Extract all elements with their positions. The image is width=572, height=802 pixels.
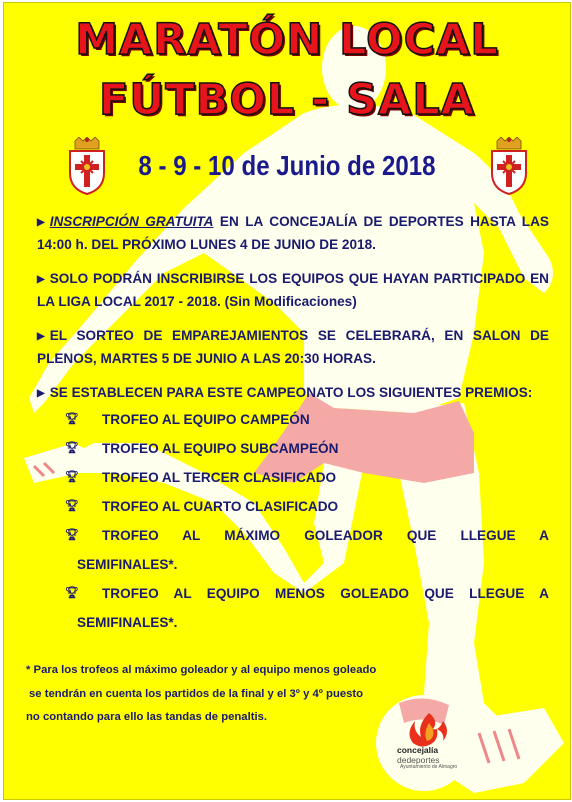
title-line-2: FÚTBOL - SALA xyxy=(98,75,476,125)
paragraph-draw xyxy=(37,325,549,370)
eligibility-text: SOLO PODRÁN INSCRIBIRSE LOS EQUIPOS QUE HAYAN PARTICIPADO EN LA LIGA LOCAL 2017 - 2018. (Sin Modificaciones) xyxy=(37,271,549,309)
prize-item xyxy=(37,521,549,579)
triangle-right-icon: ▶ xyxy=(37,217,45,228)
logo-subtext: Ayuntamiento de Almagro xyxy=(400,764,458,770)
footnote-line: se tendrán en cuenta los partidos de la final y el 3º y 4º puesto xyxy=(29,687,364,700)
trophy-icon: 🏆︎ xyxy=(65,500,79,512)
trophy-icon: 🏆︎ xyxy=(65,442,79,454)
prize-text: TROFEO AL CUARTO CLASIFICADO xyxy=(102,499,339,514)
triangle-right-icon: ▶ xyxy=(37,331,45,342)
prize-text-continued: SEMIFINALES*. xyxy=(77,557,178,572)
prize-text-continued: SEMIFINALES*. xyxy=(77,615,178,630)
footnote xyxy=(26,659,446,730)
registration-text: EN LA CONCEJALÍA DE DEPORTES HASTA LAS 14:00 h. DEL PRÓXIMO LUNES 4 DE JUNIO DE 2018. xyxy=(37,214,549,252)
trophy-icon: 🏆︎ xyxy=(65,413,79,425)
title-line-1: MARATÓN LOCAL xyxy=(75,15,499,65)
footnote-line: * Para los trofeos al máximo goleador y al equipo menos goleado xyxy=(26,664,377,676)
paragraph-eligibility xyxy=(37,268,549,313)
prize-text: TROFEO AL EQUIPO MENOS GOLEADO QUE LLEGUE A xyxy=(102,586,549,601)
prize-item xyxy=(37,405,549,434)
trophy-icon: 🏆︎ xyxy=(65,471,79,483)
info-section xyxy=(37,211,549,637)
free-registration-label: INSCRIPCIÓN GRATUITA xyxy=(49,214,214,229)
prize-list xyxy=(37,405,549,637)
prize-item xyxy=(37,579,549,637)
footnote-line: no contando para ello las tandas de penaltis. xyxy=(26,711,268,723)
prize-item xyxy=(37,463,549,492)
logo-text: concejalía xyxy=(397,745,439,755)
prize-item xyxy=(37,492,549,521)
event-date: 8 - 9 - 10 de Junio de 2018 xyxy=(138,150,436,181)
triangle-right-icon: ▶ xyxy=(37,388,45,399)
trophy-icon: 🏆︎ xyxy=(65,587,79,599)
prize-item xyxy=(37,434,549,463)
prize-text: TROFEO AL EQUIPO SUBCAMPEÓN xyxy=(102,441,339,456)
prize-text: TROFEO AL TERCER CLASIFICADO xyxy=(102,470,337,485)
prize-text: TROFEO AL EQUIPO CAMPEÓN xyxy=(102,412,310,427)
draw-text: EL SORTEO DE EMPAREJAMIENTOS SE CELEBRARÁ, EN SALON DE PLENOS, MARTES 5 DE JUNIO A LAS 20:30 HORAS. xyxy=(37,328,549,366)
triangle-right-icon: ▶ xyxy=(37,274,45,285)
logo-text: dedeportes xyxy=(397,755,440,765)
poster xyxy=(3,2,571,800)
prize-text: TROFEO AL MÁXIMO GOLEADOR QUE LLEGUE A xyxy=(102,528,549,543)
trophy-icon: 🏆︎ xyxy=(65,529,79,541)
paragraph-prizes xyxy=(37,382,549,405)
paragraph-registration xyxy=(37,211,549,256)
prizes-intro-text: SE ESTABLECEN PARA ESTE CAMPEONATO LOS SIGUIENTES PREMIOS: xyxy=(49,385,533,400)
